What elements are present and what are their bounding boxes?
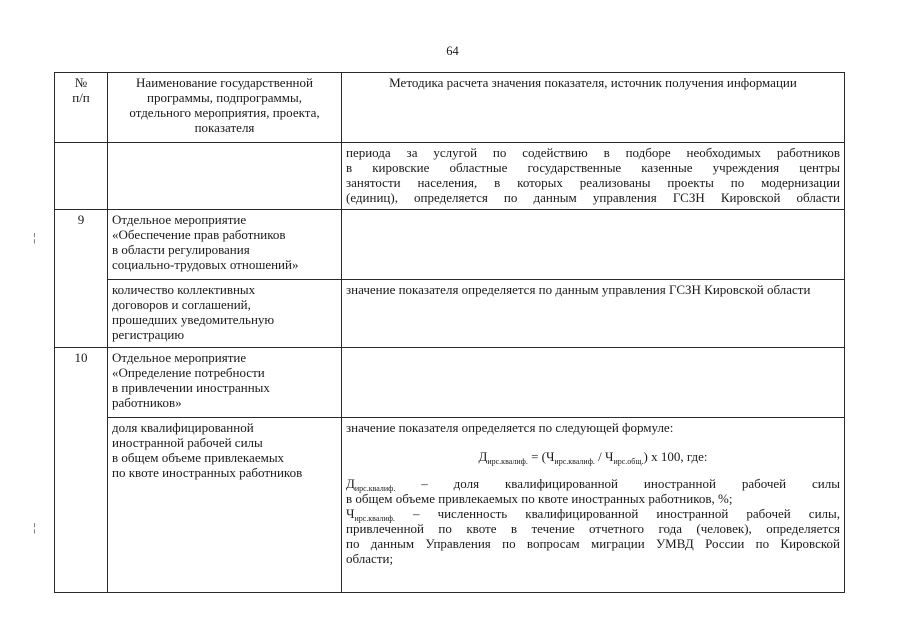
- table-row: [55, 143, 845, 210]
- header-name-cell: [108, 73, 342, 143]
- name-line: «Обеспечение прав работников: [112, 227, 286, 242]
- name-line: Отдельное мероприятие: [112, 212, 247, 227]
- definition-symbol: Д: [346, 476, 355, 491]
- margin-mark: ¦: [33, 522, 36, 534]
- method-line: занятости населения, в которых реализованы проекты по модернизации: [346, 175, 840, 190]
- method-cell: [342, 210, 845, 280]
- definition-text: – доля квалифицированной иностранной рабочей силы: [395, 476, 840, 491]
- formula-symbol: Д: [478, 449, 488, 464]
- formula-text: = (Ч: [527, 449, 555, 464]
- method-line: периода за услугой по содействию в подборе необходимых работников: [346, 145, 840, 160]
- method-cell: [342, 280, 845, 348]
- page-number: 64: [446, 44, 459, 58]
- formula-subscript: ирс.квалиф.: [554, 457, 595, 466]
- method-intro: значение показателя определяется по следующей формуле:: [346, 420, 674, 435]
- formula: [346, 449, 840, 464]
- header-name-line: программы, подпрограммы,: [147, 90, 302, 105]
- header-num-cell: [55, 73, 108, 143]
- program-indicators-table: [54, 72, 845, 593]
- name-line: в привлечении иностранных: [112, 380, 270, 395]
- header-method-cell: [342, 73, 845, 143]
- row-number: 9: [77, 212, 85, 227]
- name-cell: [108, 210, 342, 280]
- formula-subscript: ирс.общ.: [613, 457, 644, 466]
- name-line: работников»: [112, 395, 182, 410]
- name-line: по квоте иностранных работников: [112, 465, 303, 480]
- table-header-row: [55, 73, 845, 143]
- name-line: в общем объеме привлекаемых: [112, 450, 285, 465]
- name-line: количество коллективных: [112, 282, 256, 297]
- method-line: (единиц), определяется по данным управления ГСЗН Кировской области: [346, 190, 840, 205]
- table-row: [55, 348, 845, 418]
- definition-line: [346, 476, 840, 491]
- name-cell: [108, 280, 342, 348]
- definition-subscript: ирс.квалиф.: [354, 514, 395, 523]
- header-name-line: показателя: [194, 120, 255, 135]
- table-row: [55, 418, 845, 593]
- name-line: прошедших уведомительную: [112, 312, 275, 327]
- method-cell: [342, 418, 845, 593]
- definition-line: привлеченной по квоте в течение отчетного года (человек), определяется: [346, 521, 840, 536]
- header-name-line: Наименование государственной: [136, 75, 313, 90]
- definition-line: области;: [346, 551, 394, 566]
- name-cell: [108, 143, 342, 210]
- name-line: социально-трудовых отношений»: [112, 257, 299, 272]
- name-line: Отдельное мероприятие: [112, 350, 247, 365]
- name-line: иностранной рабочей силы: [112, 435, 263, 450]
- definition-subscript: ирс.квалиф.: [354, 484, 396, 493]
- method-text: значение показателя определяется по данным управления ГСЗН Кировской области: [346, 282, 811, 297]
- table-row: [55, 280, 845, 348]
- header-name-line: отдельного мероприятия, проекта,: [129, 105, 320, 120]
- name-line: «Определение потребности: [112, 365, 265, 380]
- formula-text: ) х 100, где:: [643, 449, 708, 464]
- name-cell: [108, 418, 342, 593]
- name-line: договоров и соглашений,: [112, 297, 251, 312]
- name-cell: [108, 348, 342, 418]
- num-cell: [55, 210, 108, 348]
- margin-mark: ¦: [33, 232, 36, 244]
- definition-line: в общем объеме привлекаемых по квоте иностранных работников, %;: [346, 491, 733, 506]
- num-cell: [55, 348, 108, 593]
- name-line: в области регулирования: [112, 242, 250, 257]
- num-cell: [55, 143, 108, 210]
- definition-line: по данным Управления по вопросам миграции УМВД России по Кировской: [346, 536, 840, 551]
- method-line: в кировские областные государственные казенные учреждения центры: [346, 160, 840, 175]
- method-cell: [342, 348, 845, 418]
- definition-symbol: Ч: [346, 506, 355, 521]
- name-line: доля квалифицированной: [112, 420, 254, 435]
- formula-text: / Ч: [594, 449, 614, 464]
- definition-line: [346, 506, 840, 521]
- row-number: 10: [74, 350, 88, 365]
- table-row: [55, 210, 845, 280]
- header-method: Методика расчета значения показателя, источник получения информации: [389, 75, 797, 90]
- definition-text: – численность квалифицированной иностранной рабочей силы,: [394, 506, 840, 521]
- method-cell: [342, 143, 845, 210]
- formula-subscript: ирс.квалиф.: [487, 457, 528, 466]
- header-num: № п/п: [72, 75, 90, 105]
- name-line: регистрацию: [112, 327, 185, 342]
